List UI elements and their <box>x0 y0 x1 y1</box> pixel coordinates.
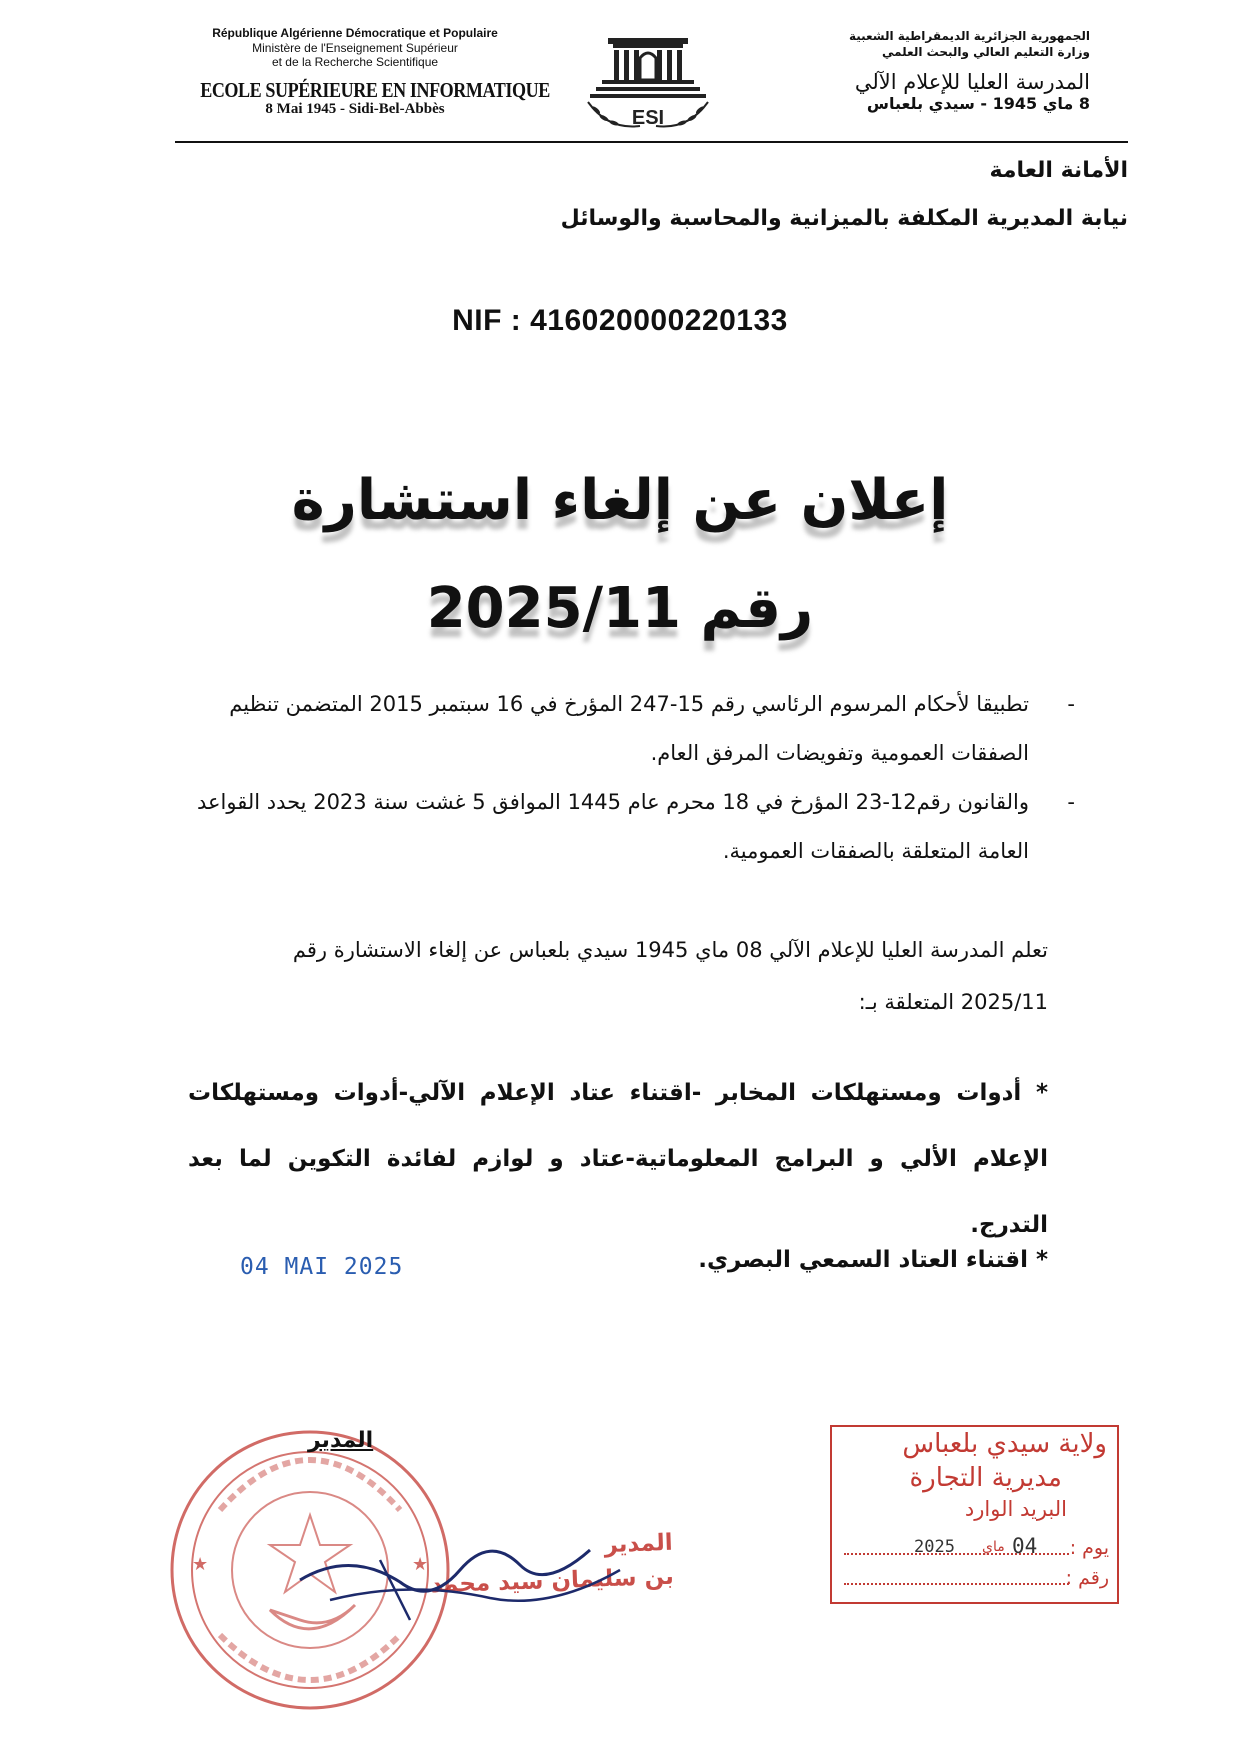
director-title: المدير <box>308 1428 374 1453</box>
reception-stamp <box>830 1425 1119 1604</box>
stamp-year: 2025 <box>914 1537 955 1557</box>
stamp-directorate: مديرية التجارة <box>909 1463 1062 1493</box>
logo-text: ESI <box>631 107 665 129</box>
header-french <box>175 26 550 118</box>
school-address-fr: 8 Mai 1945 - Sidi-Bel-Abbès <box>265 101 445 117</box>
legal-reference-text: والقانون رقم12-23 المؤرخ في 18 محرم عام 1445 الموافق 5 غشت سنة 2023 يحدد القواعد العامة المتعلقة بالصفقات العمومية. <box>196 790 1029 863</box>
school-name-ar: المدرسة العليا للإعلام الآلي <box>854 70 1090 94</box>
date-stamp: 04 MAI 2025 <box>240 1254 404 1280</box>
legal-reference-item <box>175 680 1075 778</box>
school-address-ar: 8 ماي 1945 - سيدي بلعباس <box>866 94 1090 113</box>
announcement-text-continued: 2025/11 المتعلقة بـ: <box>858 990 1048 1014</box>
department-general-secretariat: الأمانة العامة <box>989 158 1128 183</box>
stamp-number-label: رقم : <box>1065 1567 1109 1589</box>
ministry-name-ar: وزارة التعليم العالي والبحث العلمي <box>881 45 1090 59</box>
country-name-fr: République Algérienne Démocratique et Populaire <box>212 26 498 40</box>
svg-text:★: ★ <box>192 1554 209 1574</box>
stamp-incoming-mail: البريد الوارد <box>964 1497 1067 1521</box>
director-stamp-name: بن سليمان سيد محمد <box>430 1563 675 1599</box>
tax-id-nif: NIF : 416020000220133 <box>452 304 788 337</box>
stamp-number-line <box>844 1583 1069 1585</box>
bullet-dash-icon: - <box>1067 790 1075 814</box>
country-name-ar: الجمهورية الجزائرية الديمقراطية الشعبية <box>848 29 1090 43</box>
stamp-day: 04 <box>1012 1534 1038 1558</box>
ministry-name-fr: Ministère de l'Enseignement Supérieur <box>252 41 458 55</box>
stamp-day-label: يوم : <box>1069 1537 1109 1559</box>
header-arabic <box>710 28 1090 114</box>
notice-number: رقم 2025/11 <box>426 576 814 641</box>
handwritten-signature-icon <box>290 1510 630 1640</box>
legal-reference-text: تطبيقا لأحكام المرسوم الرئاسي رقم 15-247 المؤرخ في 16 سبتمبر 2015 المتضمن تنظيم الصفقات العمومية وتفويضات المرفق العام. <box>229 692 1029 765</box>
legal-reference-item <box>175 778 1075 876</box>
legal-references <box>175 680 1075 876</box>
school-name-fr: ECOLE SUPÉRIEURE EN INFORMATIQUE <box>200 78 550 102</box>
notice-title: إعلان عن إلغاء استشارة <box>291 468 949 533</box>
bullet-dash-icon: - <box>1067 692 1075 716</box>
announcement-text: تعلم المدرسة العليا للإعلام الآلي 08 ماي 1945 سيدي بلعباس عن إلغاء الاستشارة رقم <box>292 938 1048 962</box>
ministry-name-fr-2: et de la Recherche Scientifique <box>271 55 439 69</box>
cancelled-lot-2: * اقتناء العتاد السمعي البصري. <box>698 1247 1048 1273</box>
stamp-month: ماي <box>982 1539 1005 1555</box>
stamp-wilaya: ولاية سيدي بلعباس <box>902 1429 1107 1459</box>
department-sub-directorate: نيابة المديرية المكلفة بالميزانية والمحاسبة والوسائل <box>560 206 1128 231</box>
esi-logo <box>578 30 718 140</box>
header-divider <box>175 141 1128 143</box>
svg-text:★: ★ <box>412 1554 429 1574</box>
director-stamp-title: المدير <box>604 1529 674 1559</box>
cancelled-lot-1: * أدوات ومستهلكات المخابر -اقتناء عتاد الإعلام الآلي-أدوات ومستهلكات الإعلام الألي و البرامج المعلوماتية-عتاد و لوازم لفائدة التكوين لما بعد التدرج. <box>188 1080 1048 1238</box>
